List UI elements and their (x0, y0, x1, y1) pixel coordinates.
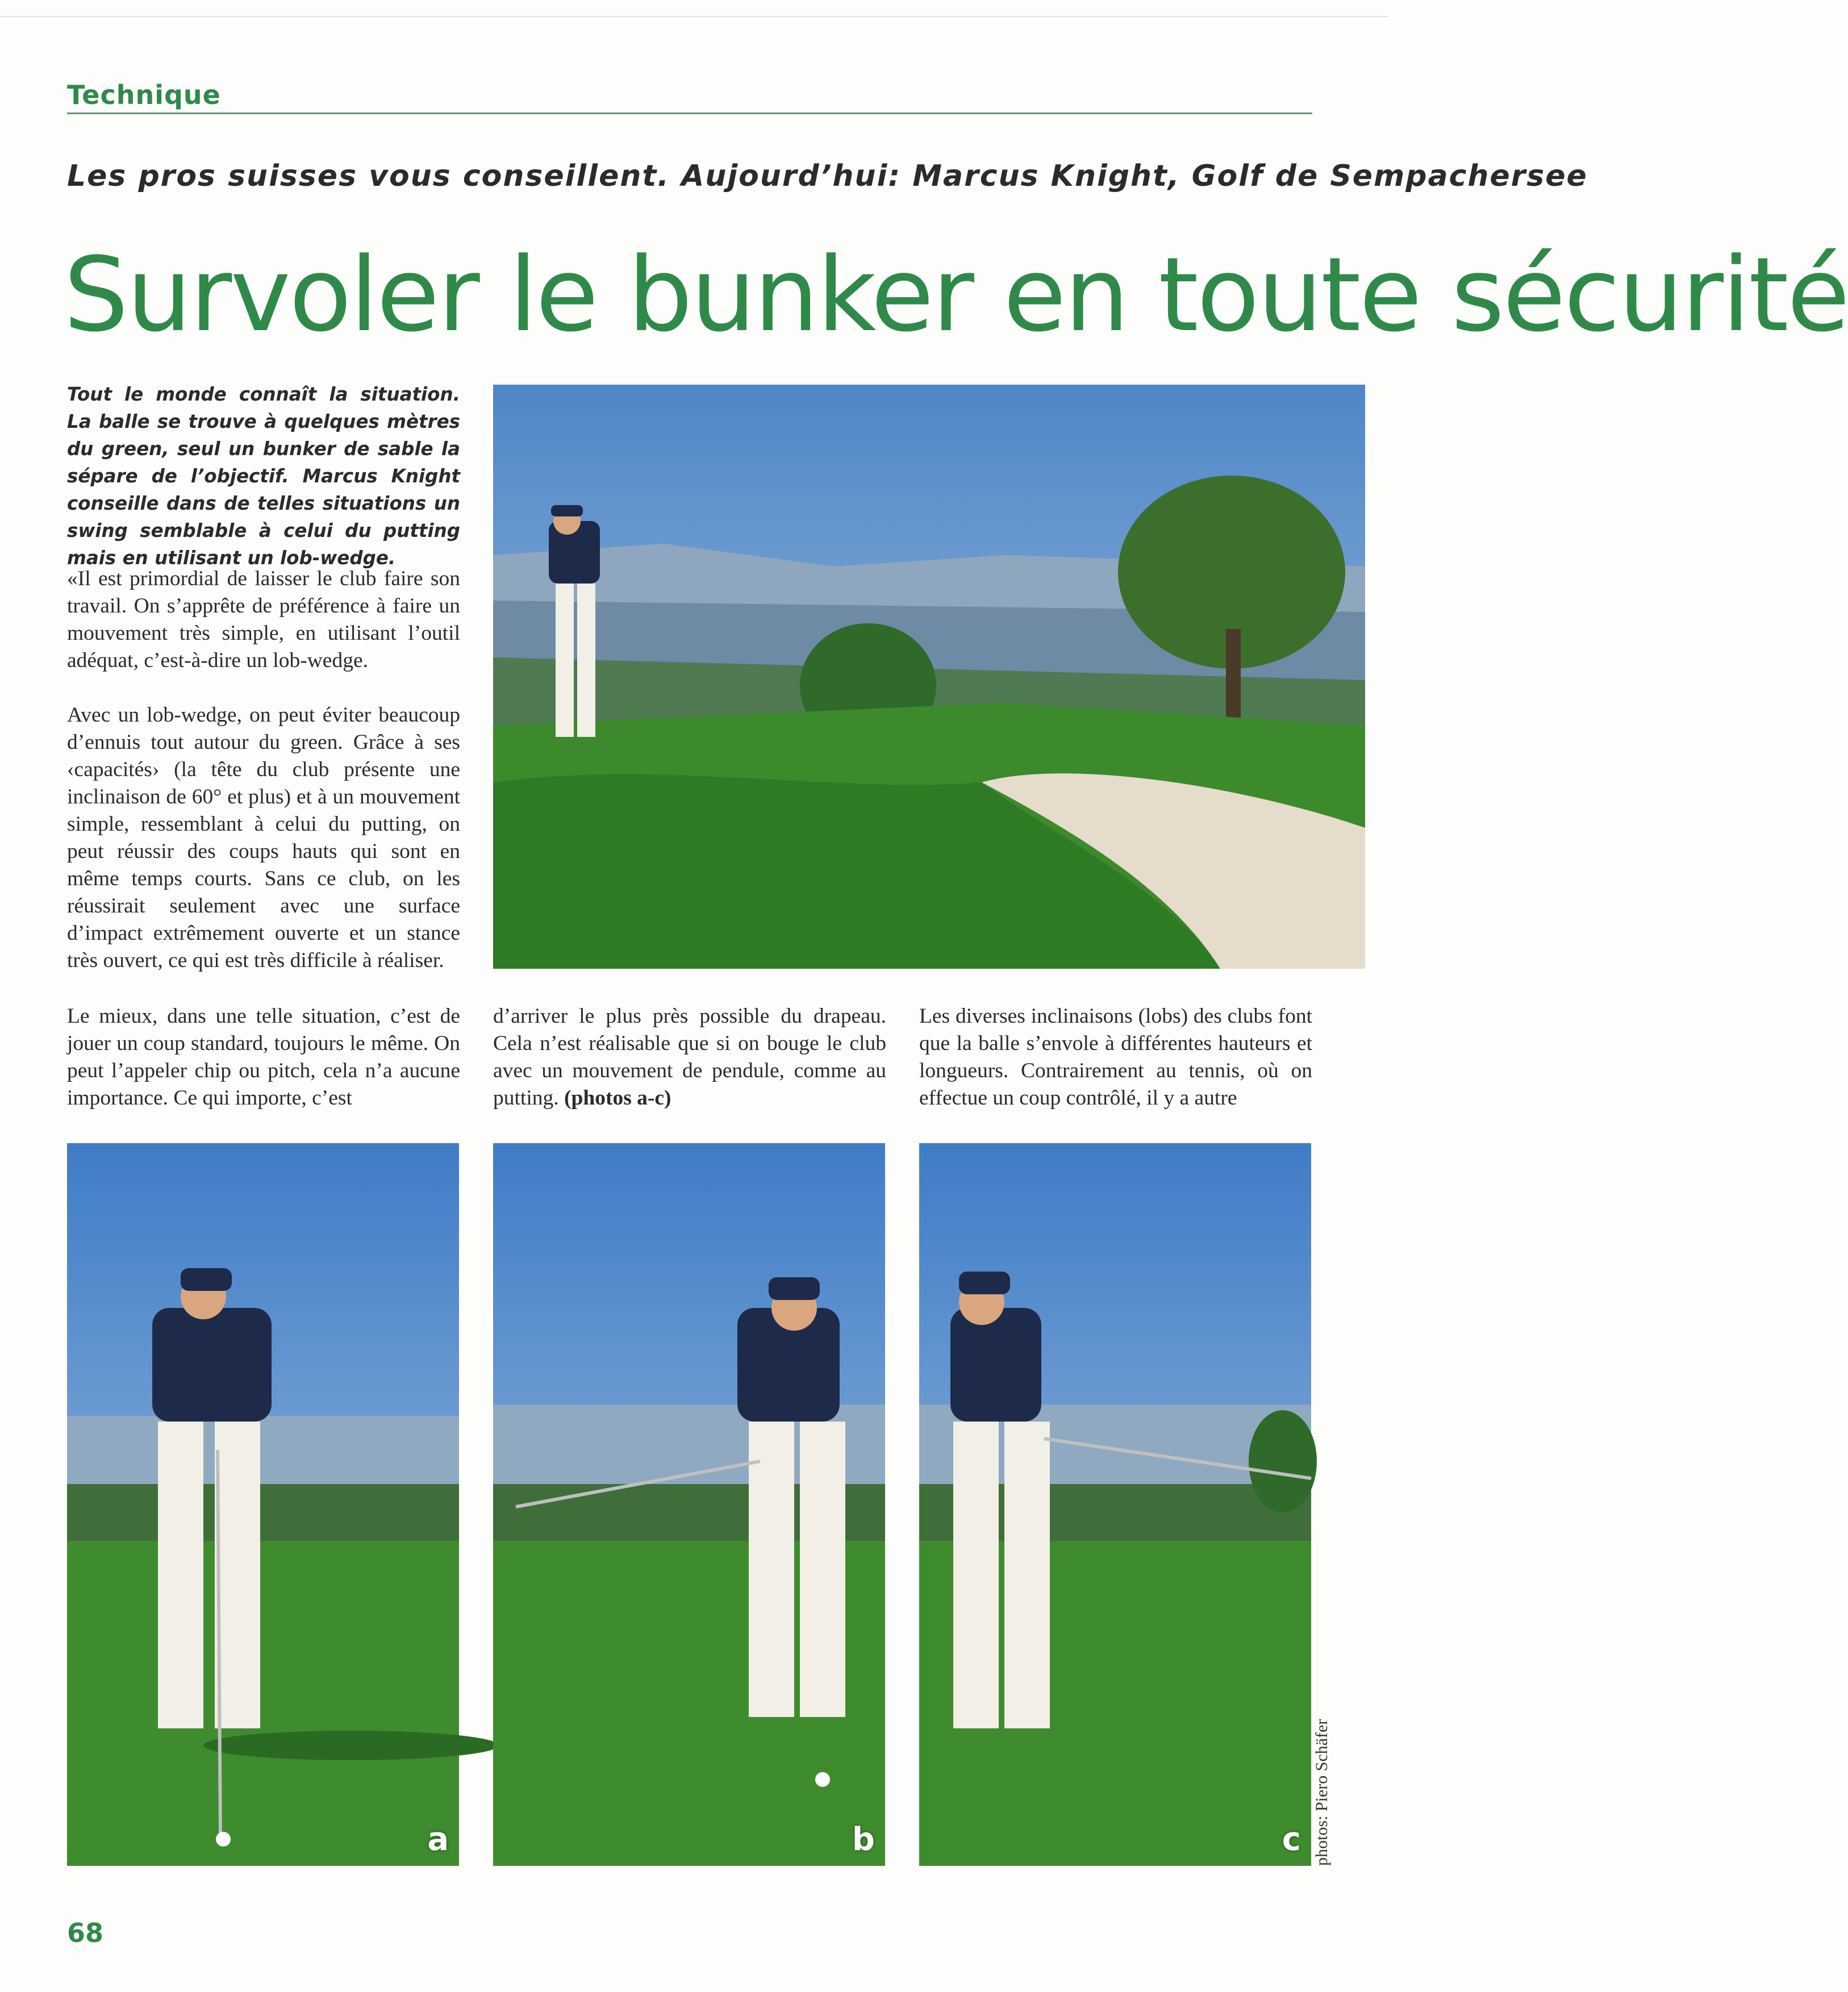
body-paragraph-4-text: d’arriver le plus près possible du drapeau. Cela n’est réalisable que si on bouge le club avec un mouvement de pendule, comme au putting. (493, 1005, 886, 1110)
photo-c-label: c (1282, 1821, 1301, 1858)
column-3 (919, 1003, 1312, 1139)
body-paragraph-5: Les diverses inclinaisons (lobs) des clubs font que la balle s’envole à différentes hauteurs et longueurs. Contrairement au tennis, où on effectue un coup contrôlé, il y a autre (919, 1005, 1312, 1110)
body-paragraph-4 (493, 1003, 886, 1112)
headline: Survoler le bunker en toute sécurité (64, 236, 1848, 355)
photo-credit: photos: Piero Schäfer (1312, 1719, 1331, 1866)
photo-c (919, 1143, 1311, 1866)
photo-a (67, 1143, 459, 1866)
photo-c-image (919, 1143, 1311, 1866)
column-1-top (67, 565, 460, 1002)
photo-main-image (493, 385, 1365, 969)
body-paragraph-3: Le mieux, dans une telle situation, c’est de jouer un coup standard, toujours le même. On peut l’appeler chip ou pitch, cela n’a aucune importance. Ce qui importe, c’est (67, 1005, 460, 1110)
photo-reference: (photos a-c) (564, 1086, 671, 1110)
photo-b-label: b (852, 1821, 875, 1858)
lead-paragraph: Tout le monde connaît la situation. La balle se trouve à quelques mètres du green, seul un bunker de sable la sépare de l’objectif. Marcus Knight conseille dans de telles situations un swing semblable à celui du putting mais en utilisant un lob-wedge. (67, 384, 460, 569)
photo-main-bunker-scene (493, 385, 1365, 969)
body-paragraph-1: «Il est primordial de laisser le club faire son travail. On s’apprête de préférence à faire un mouvement très simple, en utilisant l’outil adéquat, c’est-à-dire un lob-wedge. (67, 567, 460, 672)
photo-a-image (67, 1143, 459, 1866)
photo-a-label: a (427, 1821, 449, 1858)
column-2 (493, 1003, 886, 1139)
section-rule (67, 112, 1312, 114)
top-rule (0, 16, 1388, 17)
photo-b (493, 1143, 885, 1866)
photo-b-image (493, 1143, 885, 1866)
page-number: 68 (67, 1918, 104, 1948)
body-paragraph-2: Avec un lob-wedge, on peut éviter beaucoup d’ennuis tout autour du green. Grâce à ses ‹capacités› (la tête du club présente une inclinaison de 60° et plus) et à un mouvement simple, ressemblant à celui du putting, on peut réussir des coups hauts qui sont en même temps courts. Sans ce club, on les réussirait seulement avec une surface d’impact extrêmement ouverte et un stance très ouvert, ce qui est très difficile à réaliser. (67, 703, 460, 972)
kicker: Les pros suisses vous conseillent. Aujourd’hui: Marcus Knight, Golf de Sempachersee (67, 159, 1588, 193)
column-1-bottom (67, 1003, 460, 1139)
section-label: Technique (67, 80, 221, 110)
